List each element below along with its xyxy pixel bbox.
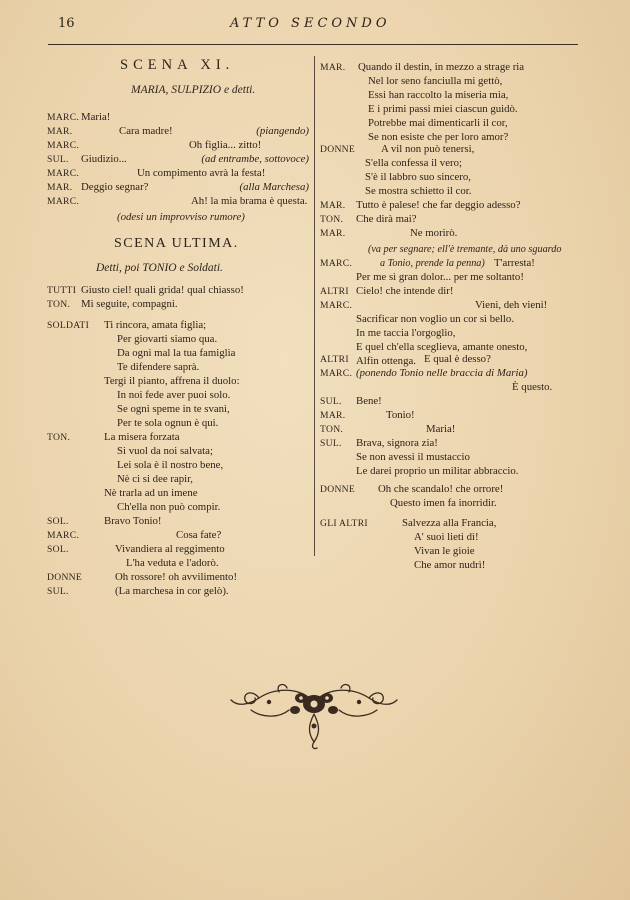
- floral-tailpiece-ornament-icon: [229, 680, 399, 750]
- column-divider: [314, 56, 315, 556]
- line-text: Deggio segnar?: [81, 181, 149, 193]
- speaker-label: MAR.: [320, 62, 346, 73]
- scene-last-subtitle: Detti, poi TONIO e Soldati.: [96, 262, 223, 274]
- dialogue-line: Te difendere saprà.: [117, 361, 200, 373]
- speaker-label: MAR.: [320, 228, 346, 239]
- dialogue-line: Che amor nudrì!: [414, 559, 486, 571]
- line-text: Quando il destin, in mezzo a strage ria: [358, 61, 525, 73]
- line-text: Oh che scandalo! che orrore!: [378, 483, 504, 495]
- dialogue-line: S'è il labbro suo sincero,: [365, 171, 471, 183]
- dialogue-line: Potrebbe mai dimenticarli il cor,: [368, 117, 508, 129]
- dialogue-line: Se ogni speme in te svanì,: [117, 403, 230, 415]
- line-text: Salvezza alla Francia,: [402, 517, 497, 529]
- line-text: Giusto ciel! quali grida! qual chiasso!: [81, 284, 244, 296]
- line-text: Vivandiera al reggimento: [115, 543, 225, 555]
- speaker-label: SOL.: [47, 516, 69, 527]
- dialogue-line: A' suoi lieti dì!: [414, 531, 479, 543]
- line-text: T'arresta!: [494, 257, 535, 269]
- line-text: Cielo! che intende dir!: [356, 285, 454, 297]
- speaker-label: MARC.: [47, 530, 80, 541]
- speaker-label: MAR.: [47, 182, 73, 193]
- dialogue-line: [47, 152, 309, 167]
- speaker-label: SOL.: [47, 544, 69, 555]
- speaker-label: MAR.: [47, 126, 73, 137]
- dialogue-line: Tergi il pianto, affrena il duolo:: [104, 375, 240, 387]
- speaker-label: SOLDATI: [47, 320, 90, 331]
- speaker-label: MAR.: [320, 410, 346, 421]
- speaker-label: ALTRI: [320, 286, 349, 297]
- dialogue-line: È questo.: [512, 381, 553, 393]
- dialogue-line: Nè ci si dee rapir,: [117, 473, 194, 485]
- line-text: Ne morirò.: [410, 227, 458, 239]
- scene-11-subtitle: MARIA, SULPIZIO e detti.: [131, 84, 256, 96]
- scene-11-title: SCENA XI.: [120, 57, 235, 73]
- scene-last-title: SCENA ULTIMA.: [114, 236, 239, 251]
- dialogue-line: Per me sì gran dolor... per me soltanto!: [356, 271, 524, 283]
- line-text: Bene!: [356, 395, 382, 407]
- line-text: Tonio!: [386, 409, 415, 421]
- speaker-label: MARC.: [47, 112, 80, 123]
- line-text: A vil non può tenersi,: [381, 143, 475, 155]
- dialogue-line: Lei sola è il nostro bene,: [117, 459, 224, 471]
- dialogue-line: E i primi passi miei ciascun guidò.: [368, 103, 518, 115]
- dialogue-line: [47, 180, 309, 195]
- stage-note: (ad entrambe, sottovoce): [201, 153, 309, 165]
- speaker-label: SUL.: [320, 438, 342, 449]
- line-text: Bravo Tonio!: [104, 515, 162, 527]
- stage-direction: (odesi un improvviso rumore): [117, 211, 245, 223]
- line-text: La misera forzata: [104, 431, 180, 443]
- speaker-label: TON.: [320, 424, 344, 435]
- stage-direction: a Tonio, prende la penna): [380, 258, 485, 269]
- line-text: Giudizio...: [81, 153, 127, 165]
- page-number: 16: [58, 16, 75, 31]
- dialogue-line: Per giovarti siamo qua.: [117, 333, 218, 345]
- speaker-label: MAR.: [320, 200, 346, 211]
- dialogue-line: Nè trarla ad un imene: [104, 487, 198, 499]
- line-text: Ti rincora, amata figlia;: [104, 319, 207, 331]
- dialogue-line: [47, 124, 309, 139]
- speaker-label: ALTRI: [320, 354, 349, 365]
- line-text: Cosa fate?: [176, 529, 222, 541]
- dialogue-line: In me taccia l'orgoglio,: [356, 327, 456, 339]
- dialogue-line: Le darei proprio un militar abbraccio.: [356, 465, 519, 477]
- dialogue-line: Si vuol da noi salvata;: [117, 445, 213, 457]
- speaker-label: SUL.: [47, 586, 69, 597]
- line-text: Cara madre!: [119, 125, 173, 137]
- line-text: Mi seguite, compagni.: [81, 298, 178, 310]
- dialogue-line: Questo imen fa inorridir.: [390, 497, 497, 509]
- speaker-label: TUTTI: [47, 285, 77, 296]
- speaker-label: DONNE: [320, 484, 356, 495]
- dialogue-line: Se mostra schietto il cor.: [365, 185, 472, 197]
- dialogue-line: Per te sola ognun è qui.: [117, 417, 219, 429]
- line-text: (ponendo Tonio nelle braccia di Maria): [356, 367, 528, 379]
- header-rule: [48, 44, 578, 45]
- line-text: Maria!: [81, 111, 111, 123]
- stage-note: (alla Marchesa): [239, 181, 309, 193]
- line-text: Ah! la mia brama è questa.: [191, 195, 308, 207]
- dialogue-line: Nel lor seno fanciulla mi gettò,: [368, 75, 503, 87]
- line-text: E qual è desso?: [424, 353, 491, 365]
- speaker-label: MARC.: [320, 258, 353, 269]
- line-text: Brava, signora zia!: [356, 437, 438, 449]
- dialogue-line: S'ella confessa il vero;: [365, 157, 462, 169]
- running-title: ATTO SECONDO: [230, 16, 391, 31]
- dialogue-line: L'ha veduta e l'adorò.: [126, 557, 219, 569]
- stage-note: (piangendo): [256, 125, 309, 137]
- dialogue-line: Ch'ella non può compir.: [117, 501, 221, 513]
- speaker-label: MARC.: [47, 196, 80, 207]
- dialogue-line: Alfin ottenga.: [356, 355, 416, 367]
- speaker-label: SUL.: [47, 154, 69, 165]
- stage-direction: (va per segnare; ell'è tremante, dà uno sguardo: [368, 244, 562, 255]
- speaker-label: MARC.: [47, 168, 80, 179]
- dialogue-line: Sacrificar non voglio un cor sì bello.: [356, 313, 515, 325]
- speaker-label: DONNE: [47, 572, 83, 583]
- speaker-label: MARC.: [47, 140, 80, 151]
- speaker-label: MARC.: [320, 300, 353, 311]
- line-text: Un compimento avrà la festa!: [137, 167, 266, 179]
- dialogue-line: In noi fede aver puoi solo.: [117, 389, 231, 401]
- speaker-label: SUL.: [320, 396, 342, 407]
- dialogue-line: Da ogni mal la tua famiglia: [117, 347, 236, 359]
- line-text: (La marchesa in cor gelò).: [115, 585, 229, 597]
- line-text: Tutto è palese! che far deggio adesso?: [356, 199, 521, 211]
- line-text: Maria!: [426, 423, 456, 435]
- line-text: Vieni, deh vieni!: [475, 299, 548, 311]
- line-text: Oh figlia... zitto!: [189, 139, 262, 151]
- dialogue-line: Vivan le gioie: [414, 545, 475, 557]
- dialogue-line: E quel ch'ella sceglieva, amante onesto,: [356, 341, 528, 353]
- speaker-label: MARC.: [320, 368, 353, 379]
- dialogue-line: Se non esiste che per loro amor?: [368, 131, 509, 143]
- speaker-label: GLI ALTRI: [320, 518, 368, 529]
- speaker-label: DONNE: [320, 144, 356, 155]
- dialogue-line: Se non avessi il mustaccio: [356, 451, 470, 463]
- dialogue-line: Essi han raccolto la miseria mia,: [368, 89, 509, 101]
- speaker-label: TON.: [47, 299, 71, 310]
- line-text: Che dirà mai?: [356, 213, 417, 225]
- speaker-label: TON.: [320, 214, 344, 225]
- line-text: Oh rossore! oh avvilimento!: [115, 571, 238, 583]
- speaker-label: TON.: [47, 432, 71, 443]
